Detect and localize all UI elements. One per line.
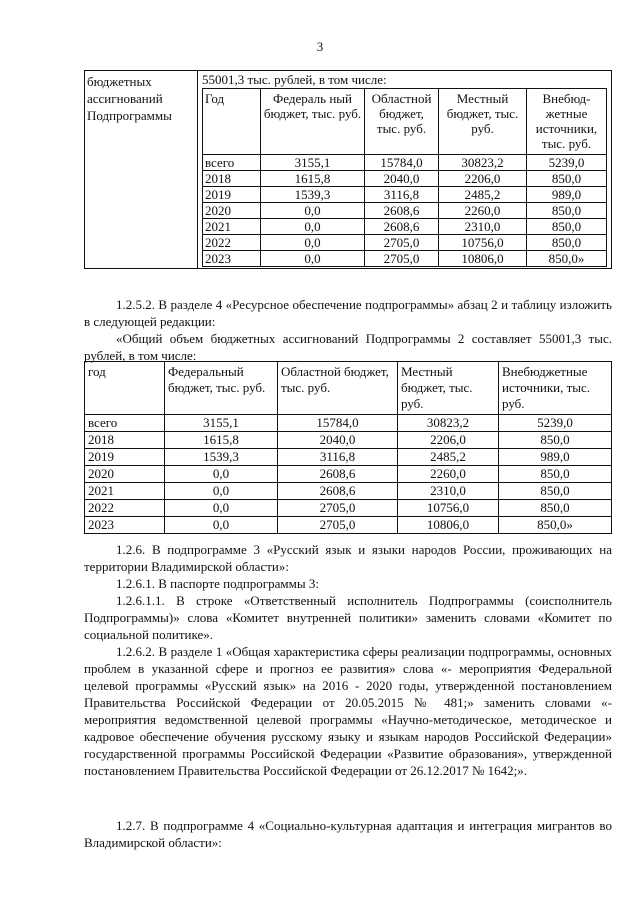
resource-header-cell: Областной бюджет, тыс. руб. [278, 362, 398, 415]
amount-cell: 5239,0 [527, 155, 607, 171]
amount-cell: 0,0 [261, 251, 365, 267]
resource-data-row [85, 500, 612, 517]
amount-cell: 10806,0 [398, 517, 499, 534]
amount-cell: 850,0» [499, 517, 612, 534]
amount-cell: 0,0 [165, 500, 278, 517]
amount-cell: 2608,6 [278, 483, 398, 500]
amount-cell: 2310,0 [398, 483, 499, 500]
amount-cell: 2485,2 [398, 449, 499, 466]
amount-cell: 2705,0 [278, 517, 398, 534]
passport-lead-text: 55001,3 тыс. рублей, в том числе: [202, 72, 387, 87]
amount-cell: 1539,3 [165, 449, 278, 466]
passport-header-cell: Федераль ный бюджет, тыс. руб. [261, 89, 365, 155]
amount-cell: 5239,0 [499, 415, 612, 432]
amount-cell: 850,0 [527, 171, 607, 187]
amount-cell: 1615,8 [165, 432, 278, 449]
year-cell: 2023 [203, 251, 261, 267]
passport-funding-table [202, 88, 607, 267]
passport-table [84, 70, 612, 269]
amount-cell: 989,0 [499, 449, 612, 466]
amount-cell: 850,0 [499, 500, 612, 517]
amount-cell: 10756,0 [398, 500, 499, 517]
amount-cell: 2608,6 [365, 219, 439, 235]
amount-cell: 850,0 [527, 235, 607, 251]
year-cell: 2020 [203, 203, 261, 219]
year-cell: 2022 [203, 235, 261, 251]
amount-cell: 10756,0 [439, 235, 527, 251]
passport-data-row [203, 251, 607, 267]
paragraph-1-2-6-2: 1.2.6.2. В разделе 1 «Общая характеристика сферы реализации подпрограммы, основных проблем в указанной сфере и прогноз ее развития» слова «- мероприятия Федеральной целевой программы «Русский язык» на 2016 - 2020 годы, утвержденной постановлением Правительства Российской Федерации от 20.05.2015 № 481;» заменить словами «- мероприятия ведомственной целевой программы «Научно-методическое, методическое и кадровое обеспечение обучения русскому языку и языкам народов Российской Федерации» государственной программы Российской Федерации «Развитие образования», утвержденной постановлением Правительства Российской Федерации от 26.12.2017 № 1642;». [84, 644, 612, 778]
amount-cell: 850,0 [499, 466, 612, 483]
passport-data-row [203, 171, 607, 187]
amount-cell: 0,0 [261, 235, 365, 251]
amount-cell: 0,0 [261, 219, 365, 235]
year-cell: 2019 [203, 187, 261, 203]
resource-table [84, 361, 612, 534]
resource-data-row [85, 517, 612, 534]
year-cell: всего [85, 415, 165, 432]
resource-header-cell: Федеральный бюджет, тыс. руб. [165, 362, 278, 415]
amount-cell: 850,0 [527, 219, 607, 235]
amount-cell: 2260,0 [398, 466, 499, 483]
resource-header-cell: Внебюджетные источники, тыс. руб. [499, 362, 612, 415]
passport-data-row [203, 187, 607, 203]
amount-cell: 2040,0 [365, 171, 439, 187]
amount-cell: 3155,1 [261, 155, 365, 171]
amount-cell: 30823,2 [439, 155, 527, 171]
amount-cell: 2485,2 [439, 187, 527, 203]
amount-cell: 1539,3 [261, 187, 365, 203]
year-cell: 2021 [203, 219, 261, 235]
paragraph-1-2-6-1-1: 1.2.6.1.1. В строке «Ответственный исполнитель Подпрограммы (соисполнитель Подпрограммы)» слова «Комитет внутренней политики» заменить словами «Комитет по социальной политике». [84, 593, 612, 642]
year-cell: 2022 [85, 500, 165, 517]
amount-cell: 850,0 [499, 483, 612, 500]
amount-cell: 0,0 [165, 517, 278, 534]
passport-data-row [203, 235, 607, 251]
amount-cell: 2310,0 [439, 219, 527, 235]
paragraph-1-2-6: 1.2.6. В подпрограмме 3 «Русский язык и языки народов России, проживающих на территории Владимирской области»: [84, 542, 612, 574]
passport-data-row [203, 203, 607, 219]
amount-cell: 10806,0 [439, 251, 527, 267]
passport-header-cell: Местный бюджет, тыс. руб. [439, 89, 527, 155]
resource-data-row [85, 449, 612, 466]
year-cell: 2023 [85, 517, 165, 534]
year-cell: 2019 [85, 449, 165, 466]
resource-header-cell: год [85, 362, 165, 415]
amount-cell: 0,0 [261, 203, 365, 219]
amount-cell: 2608,6 [278, 466, 398, 483]
amount-cell: 850,0 [527, 203, 607, 219]
amount-cell: 2206,0 [398, 432, 499, 449]
amount-cell: 2705,0 [365, 251, 439, 267]
amount-cell: 30823,2 [398, 415, 499, 432]
amount-cell: 2608,6 [365, 203, 439, 219]
amount-cell: 0,0 [165, 466, 278, 483]
amount-cell: 3116,8 [365, 187, 439, 203]
passport-data-row [203, 219, 607, 235]
year-cell: 2018 [85, 432, 165, 449]
amount-cell: 3155,1 [165, 415, 278, 432]
year-cell: 2020 [85, 466, 165, 483]
paragraph-1-2-7: 1.2.7. В подпрограмме 4 «Социально-культурная адаптация и интеграция мигрантов во Владимирской области»: [84, 818, 612, 850]
amount-cell: 2040,0 [278, 432, 398, 449]
resource-header-cell: Местный бюджет, тыс. руб. [398, 362, 499, 415]
resource-header-row [85, 362, 612, 415]
resource-data-row [85, 432, 612, 449]
passport-data-row [203, 155, 607, 171]
amount-cell: 3116,8 [278, 449, 398, 466]
year-cell: всего [203, 155, 261, 171]
passport-row-content [198, 71, 612, 269]
passport-header-row [203, 89, 607, 155]
paragraph-1-2-5-2: 1.2.5.2. В разделе 4 «Ресурсное обеспечение подпрограммы» абзац 2 и таблицу изложить в следующей редакции: [84, 297, 612, 329]
amount-cell: 15784,0 [365, 155, 439, 171]
passport-header-cell: Год [203, 89, 261, 155]
passport-header-cell: Областной бюджет, тыс. руб. [365, 89, 439, 155]
year-cell: 2018 [203, 171, 261, 187]
amount-cell: 1615,8 [261, 171, 365, 187]
year-cell: 2021 [85, 483, 165, 500]
amount-cell: 2260,0 [439, 203, 527, 219]
amount-cell: 0,0 [165, 483, 278, 500]
amount-cell: 989,0 [527, 187, 607, 203]
page-number: 3 [316, 39, 324, 54]
resource-data-row [85, 466, 612, 483]
paragraph-total-budget: «Общий объем бюджетных ассигнований Подпрограммы 2 составляет 55001,3 тыс. рублей, в том числе: [84, 331, 612, 363]
passport-row-label: бюджетных ассигнований Подпрограммы [85, 71, 198, 269]
resource-data-row [85, 483, 612, 500]
amount-cell: 850,0 [499, 432, 612, 449]
amount-cell: 850,0» [527, 251, 607, 267]
amount-cell: 2206,0 [439, 171, 527, 187]
amount-cell: 2705,0 [278, 500, 398, 517]
resource-data-row [85, 415, 612, 432]
amount-cell: 15784,0 [278, 415, 398, 432]
amount-cell: 2705,0 [365, 235, 439, 251]
paragraph-1-2-6-1: 1.2.6.1. В паспорте подпрограммы 3: [116, 576, 319, 591]
passport-header-cell: Внебюд- жетные источники, тыс. руб. [527, 89, 607, 155]
